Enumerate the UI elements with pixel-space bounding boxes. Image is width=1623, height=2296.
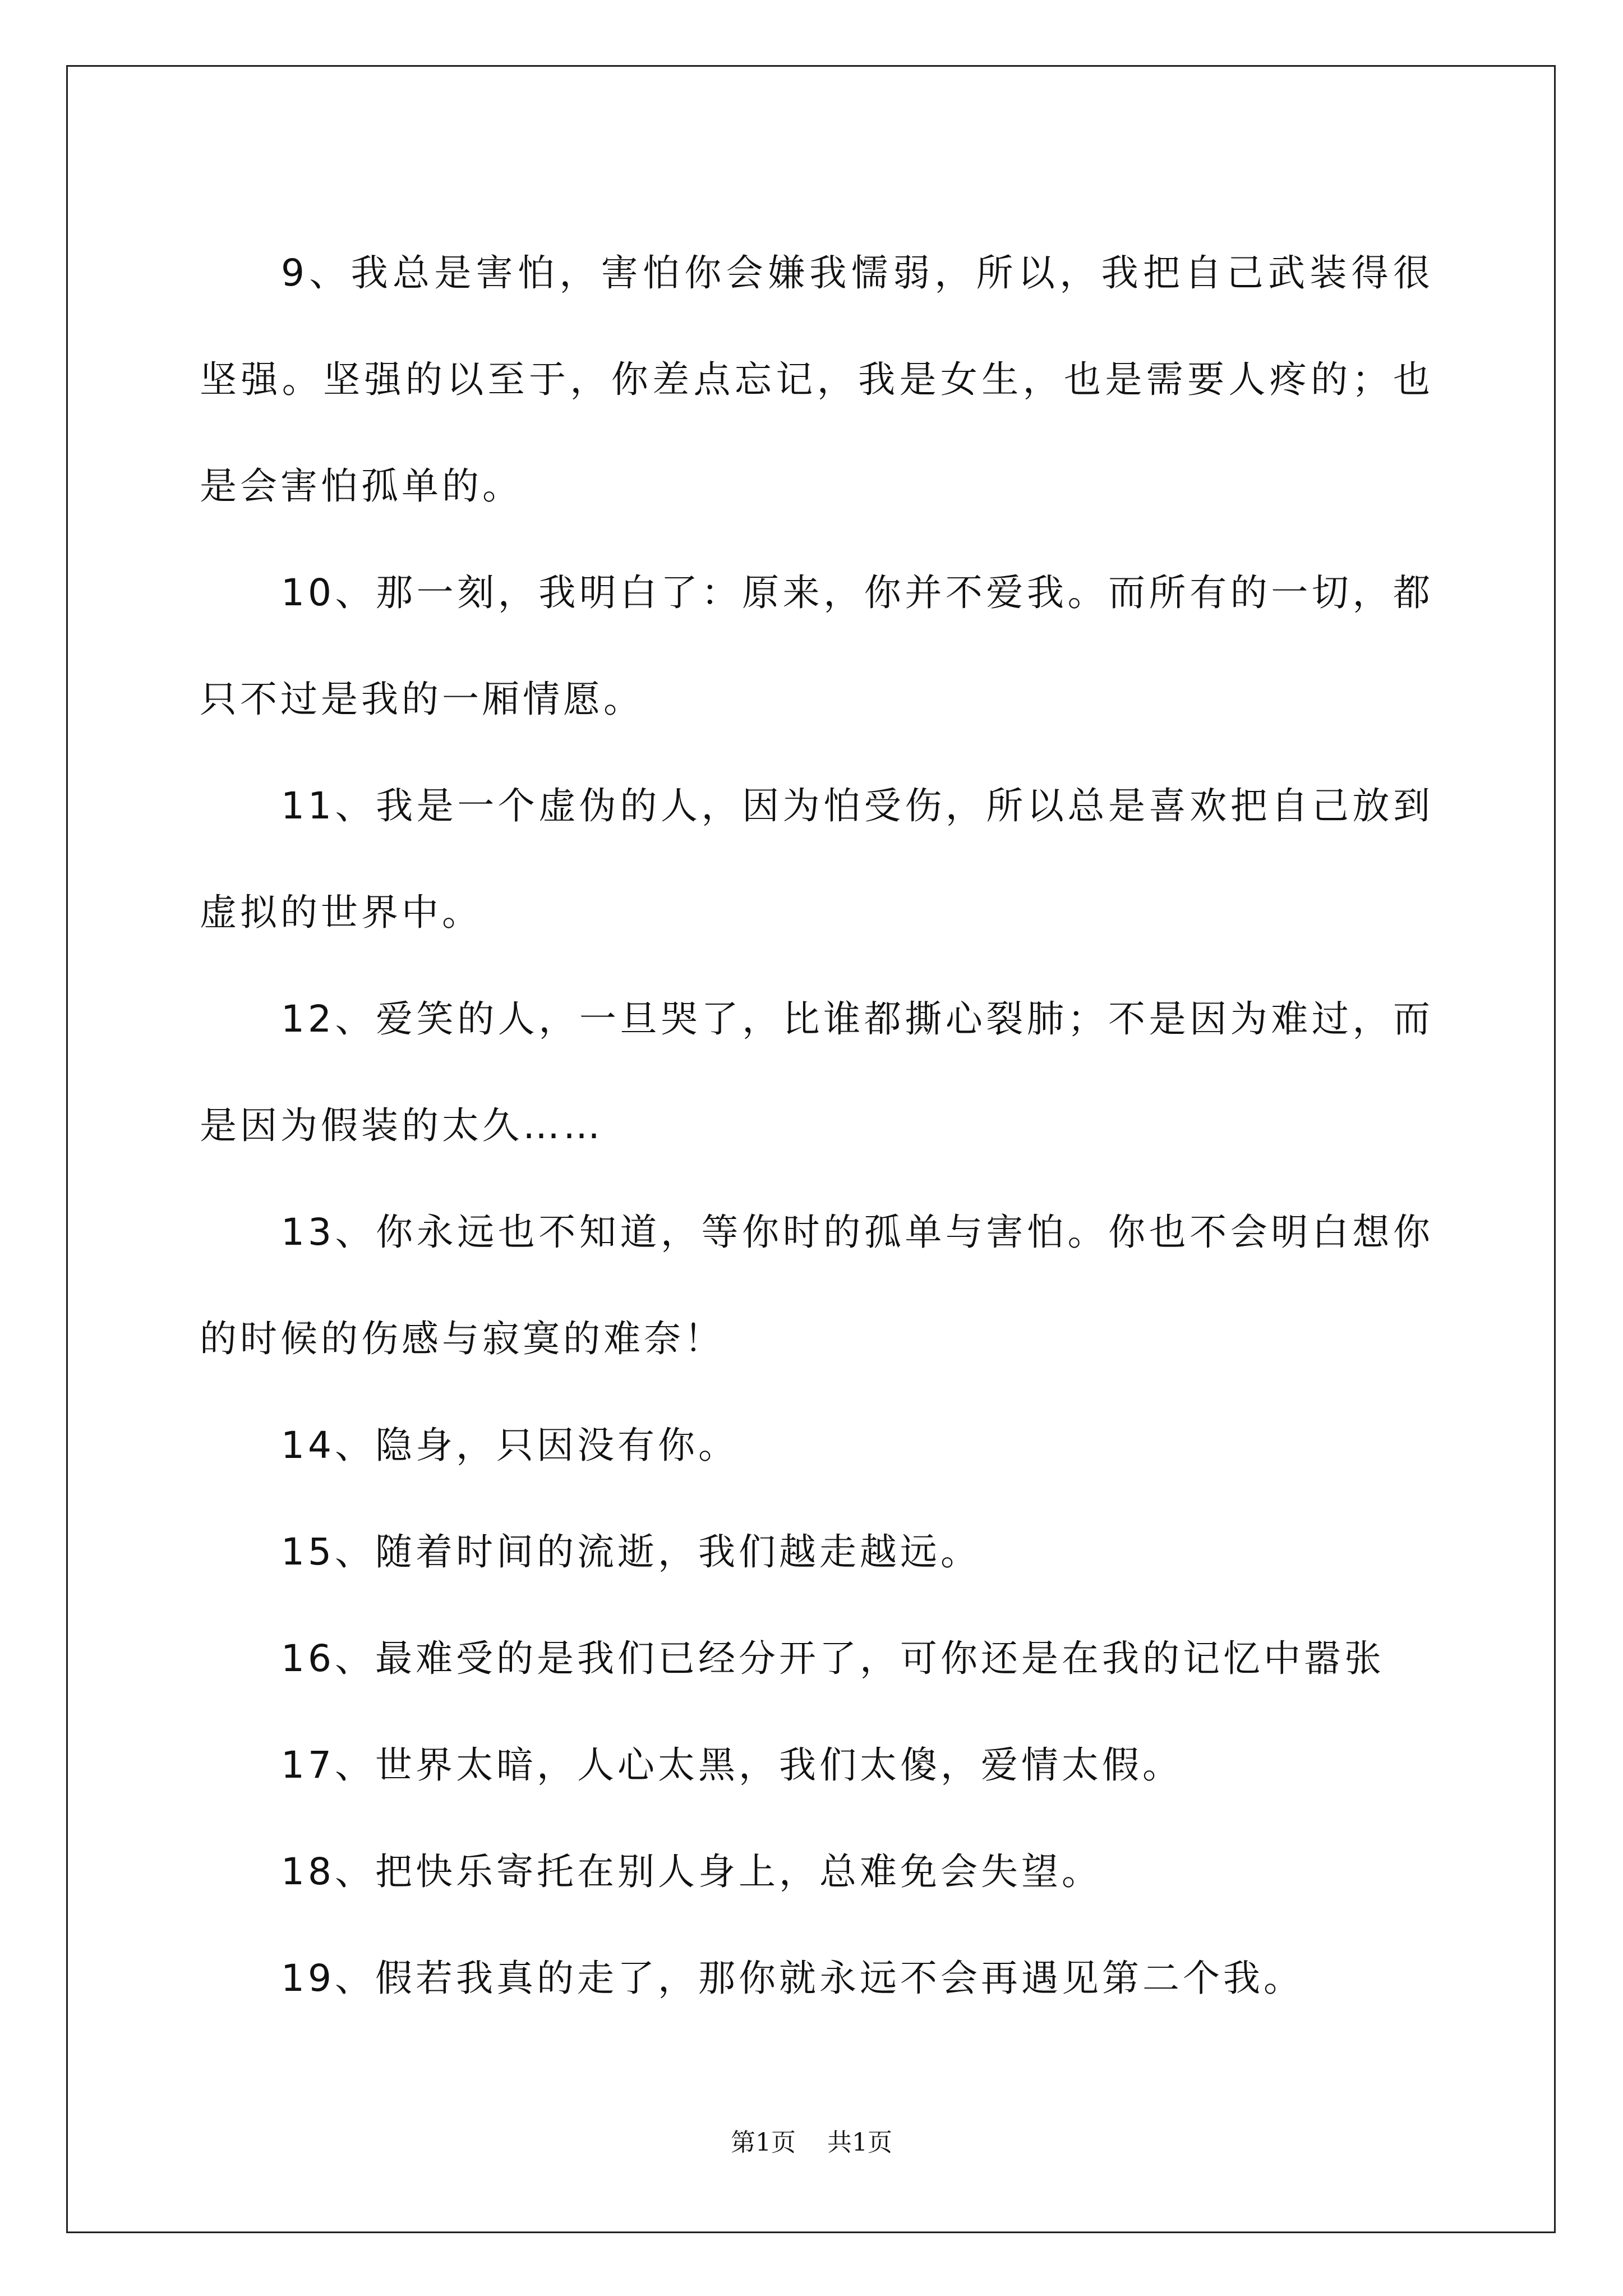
paragraph-15: 15、随着时间的流逝，我们越走越远。 [281,1530,981,1573]
paragraph-11: 11、我是一个虚伪的人，因为怕受伤，所以总是喜欢把自己放到虚拟的世界中。 [200,784,1433,934]
paragraph-16: 16、最难受的是我们已经分开了，可你还是在我的记忆中嚣张 [281,1637,1385,1680]
paragraph-9: 9、我总是害怕，害怕你会嫌我懦弱，所以，我把自己武装得很坚强。坚强的以至于，你差点忘记，我是女生，也是需要人疼的；也是会害怕孤单的。 [200,251,1433,508]
page-total: 共1页 [827,2128,892,2157]
paragraph-13: 13、你永远也不知道，等你时的孤单与害怕。你也不会明白想你的时候的伤感与寂寞的难奈！ [200,1211,1433,1360]
page-number: 第1页 [731,2128,796,2157]
document-body [200,220,1433,2032]
paragraph-12: 12、爱笑的人，一旦哭了，比谁都撕心裂肺；不是因为难过，而是因为假装的太久…… [200,997,1433,1147]
paragraph-10: 10、那一刻，我明白了：原来，你并不爱我。而所有的一切，都只不过是我的一厢情愿。 [200,571,1433,721]
paragraph-18: 18、把快乐寄托在别人身上，总难免会失望。 [281,1850,1102,1893]
paragraph-14: 14、隐身，只因没有你。 [281,1424,739,1467]
paragraph-17: 17、世界太暗，人心太黑，我们太傻，爱情太假。 [281,1743,1183,1787]
paragraph-19: 19、假若我真的走了，那你就永远不会再遇见第二个我。 [281,1957,1304,2000]
page-footer [0,2126,1623,2160]
